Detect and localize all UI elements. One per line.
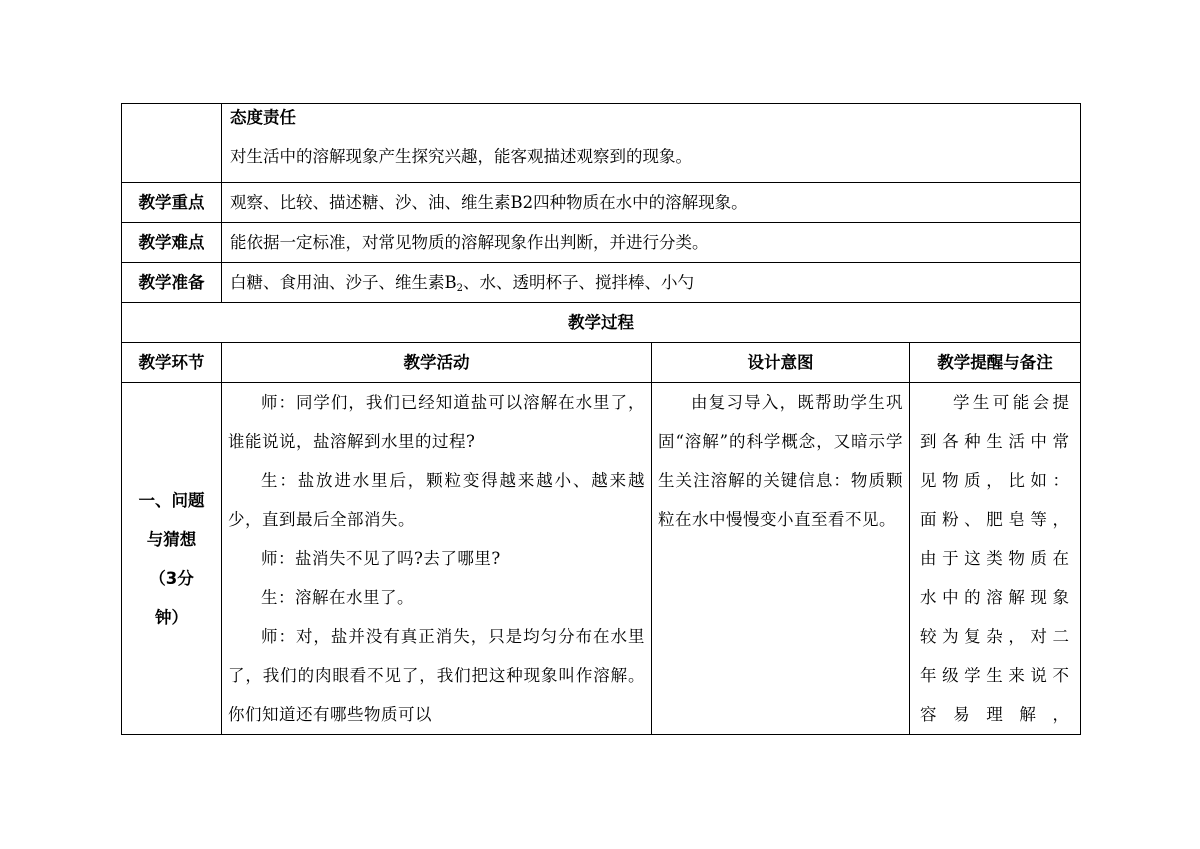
preparation-text-before: 白糖、食用油、沙子、维生素B [230, 273, 457, 292]
activity-cell [222, 383, 652, 735]
preparation-label: 教学准备 [122, 263, 222, 303]
stage-1-line-3: （3分 [149, 568, 194, 588]
key-points-row [122, 183, 1081, 223]
attitude-content-cell [222, 104, 1081, 183]
preparation-text-after: 、水、透明杯子、搅拌棒、小勺 [463, 273, 695, 292]
notes-text: 学生可能会提到各种生活中常见物质，比如：面粉、肥皂等，由于这类物质在水中的溶解现象较为复杂，对二年级学生来说不容易理解， [920, 393, 1072, 724]
process-title-row [122, 303, 1081, 343]
stage-1-line-1: 一、问题 [138, 490, 205, 510]
column-header-stage: 教学环节 [122, 343, 222, 383]
difficulties-label: 教学难点 [122, 223, 222, 263]
column-header-intent: 设计意图 [652, 343, 910, 383]
attitude-row [122, 104, 1081, 183]
attitude-title: 态度责任 [230, 108, 296, 127]
column-header-notes: 教学提醒与备注 [910, 343, 1081, 383]
difficulties-row [122, 223, 1081, 263]
stage-1-cell [122, 383, 222, 735]
stage-1-line-4: 钟） [155, 607, 188, 627]
intent-text: 由复习导入，既帮助学生巩固“溶解”的科学概念，又暗示学生关注溶解的关键信息：物质颗粒在水中慢慢变小直至看不见。 [658, 393, 903, 529]
column-header-activity: 教学活动 [222, 343, 652, 383]
attitude-text: 对生活中的溶解现象产生探究兴趣，能客观描述观察到的现象。 [230, 147, 692, 166]
preparation-text [222, 263, 1081, 303]
activity-paragraph: 师：对，盐并没有真正消失，只是均匀分布在水里了，我们的肉眼看不见了，我们把这种现象叫作溶解。你们知道还有哪些物质可以 [228, 627, 645, 724]
activity-paragraph: 师：盐消失不见了吗?去了哪里? [261, 549, 501, 568]
attitude-label-cell [122, 104, 222, 183]
activity-paragraph: 生：溶解在水里了。 [261, 588, 414, 607]
key-points-label: 教学重点 [122, 183, 222, 223]
notes-cell [910, 383, 1081, 735]
process-title: 教学过程 [122, 303, 1081, 343]
activity-paragraph: 生：盐放进水里后，颗粒变得越来越小、越来越少，直到最后全部消失。 [228, 471, 645, 529]
intent-cell [652, 383, 910, 735]
key-points-text: 观察、比较、描述糖、沙、油、维生素B2四种物质在水中的溶解现象。 [222, 183, 1081, 223]
difficulties-text: 能依据一定标准，对常见物质的溶解现象作出判断，并进行分类。 [222, 223, 1081, 263]
column-header-row [122, 343, 1081, 383]
activity-paragraph: 师：同学们，我们已经知道盐可以溶解在水里了，谁能说说，盐溶解到水里的过程? [228, 393, 645, 451]
stage-1-line-2: 与猜想 [146, 529, 197, 549]
preparation-row [122, 263, 1081, 303]
preparation-subscript: 2 [456, 283, 464, 294]
lesson-plan-table [121, 103, 1081, 735]
stage-1-row [122, 383, 1081, 735]
